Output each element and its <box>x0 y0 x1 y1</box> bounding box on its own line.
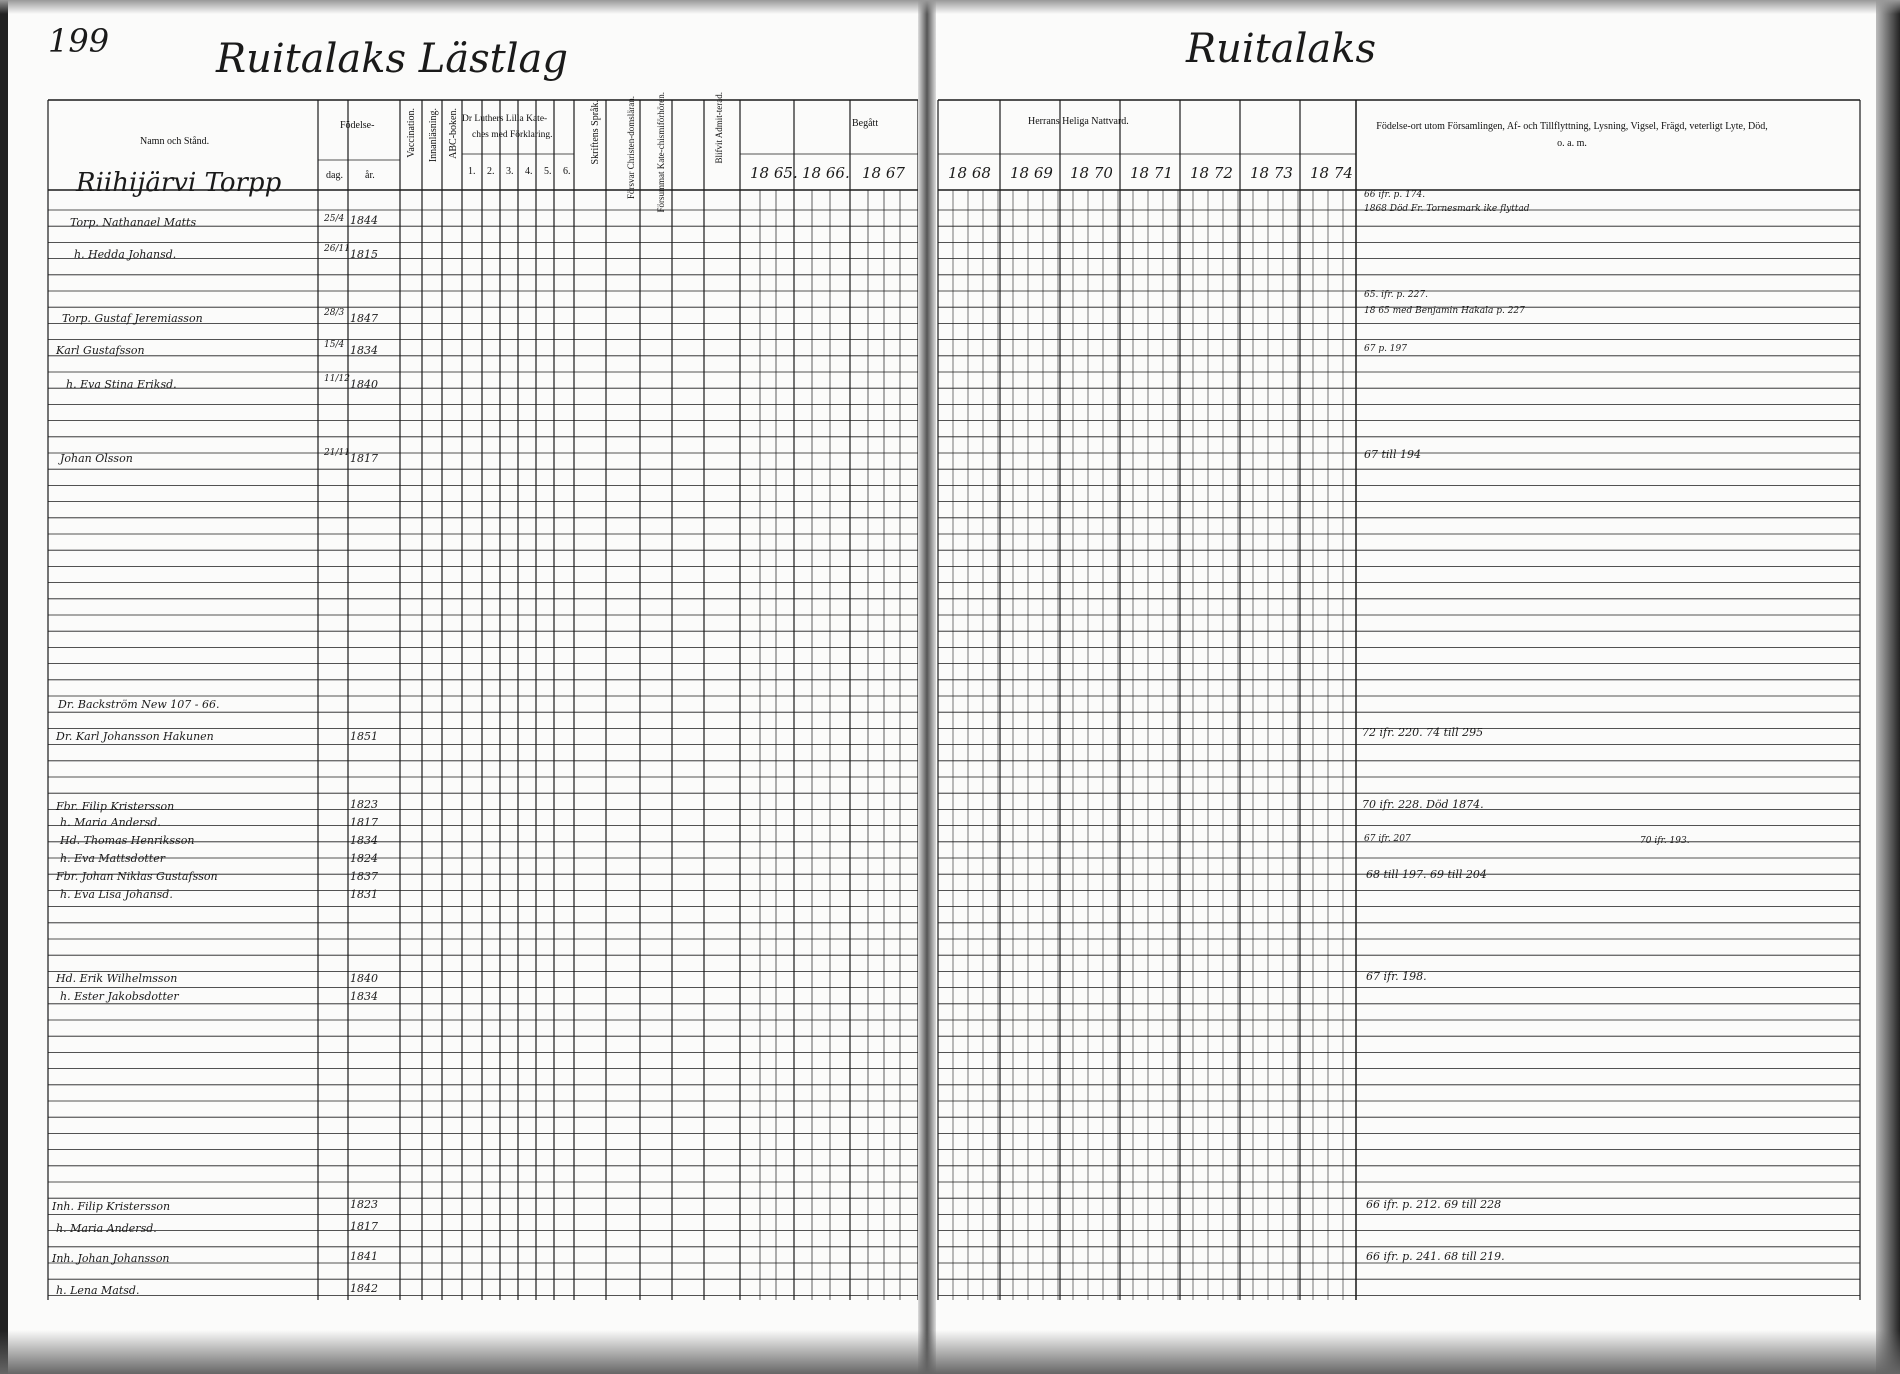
scan-edge-bottom <box>0 1330 1900 1374</box>
entry-name: h. Hedda Johansd. <box>74 248 177 261</box>
note: 67 p. 197 <box>1364 344 1407 354</box>
note: 66 ifr. p. 241. 68 till 219. <box>1366 1250 1505 1263</box>
scan-edge-top <box>0 0 1900 14</box>
note: 67 ifr. 198. <box>1366 970 1427 983</box>
year-1871: 18 71 <box>1130 164 1173 182</box>
header-name: Namn och Stånd. <box>140 136 210 147</box>
entry-day: 26/11 <box>324 244 350 254</box>
entry-name: Fbr. Filip Kristersson <box>56 800 175 813</box>
entry-year: 1851 <box>350 730 378 743</box>
header-admitted: Blifvit Admit-terad. <box>714 92 724 164</box>
header-right-col: Födelse-ort utom Församlingen, Af- och Tillflyttning, Lysning, Vigsel, Frägd, veterligt Lyte, Död, o. a. m. <box>1376 121 1768 149</box>
entry-year: 1834 <box>350 344 378 357</box>
entry-name: h. Eva Mattsdotter <box>60 852 165 865</box>
year-1867: 18 67 <box>862 164 905 182</box>
entry-name: Fbr. Johan Niklas Gustafsson <box>56 870 218 883</box>
header-cat-5: 5. <box>544 166 552 177</box>
header-cat-2: 2. <box>487 166 495 177</box>
entry-name: Torp. Gustaf Jeremiasson <box>62 312 203 325</box>
entry-day: 11/12 <box>324 374 350 384</box>
year-1872: 18 72 <box>1190 164 1233 182</box>
entry-year: 1847 <box>350 312 378 325</box>
note: 18 65 med Benjamin Hakala p. 227 <box>1364 306 1525 316</box>
entry-year: 1842 <box>350 1282 378 1295</box>
note: 72 ifr. 220. 74 till 295 <box>1362 726 1484 739</box>
note: 70 ifr. 193. <box>1640 836 1690 846</box>
entry-year: 1824 <box>350 852 378 865</box>
page-number: 199 <box>48 22 110 60</box>
entry-name: Inh. Filip Kristersson <box>52 1200 171 1213</box>
header-cat-3: 3. <box>506 166 514 177</box>
entry-day: 25/4 <box>324 214 345 224</box>
entry-name: Johan Olsson <box>60 452 133 465</box>
header-birth-year: år. <box>365 170 375 181</box>
entry-name: Dr. Karl Johansson Hakunen <box>56 730 214 743</box>
entry-name: h. Eva Lisa Johansd. <box>60 888 173 901</box>
note: 67 till 194 <box>1364 448 1421 461</box>
year-1865: 18 65. <box>750 164 798 182</box>
scan-edge-left <box>0 0 8 1374</box>
entry-name: Hd. Erik Wilhelmsson <box>56 972 178 985</box>
header-birth-day: dag. <box>326 170 343 181</box>
note: 67 ifr. 207 <box>1364 834 1411 844</box>
entry-year: 1837 <box>350 870 378 883</box>
header-communion: Herrans Heliga Nattvard. <box>1028 116 1129 127</box>
year-1868: 18 68 <box>948 164 991 182</box>
entry-name: h. Ester Jakobsdotter <box>60 990 179 1003</box>
header-cat-1: 1. <box>468 166 476 177</box>
header-birth: Födelse- <box>340 120 375 131</box>
entry-name: Torp. Nathanael Matts <box>70 216 197 229</box>
note: 70 ifr. 228. Död 1874. <box>1362 798 1484 811</box>
header-christian: Försvar Christen-domsläran. <box>626 96 636 199</box>
year-1869: 18 69 <box>1010 164 1053 182</box>
header-abc: ABC-boken. <box>448 108 459 159</box>
entry-year: 1834 <box>350 834 378 847</box>
header-scripture: Skriftens Språk. <box>590 100 601 165</box>
page-gutter <box>918 0 936 1374</box>
entry-year: 1823 <box>350 1198 378 1211</box>
entry-year: 1817 <box>350 816 378 829</box>
header-vaccination: Vaccination. <box>406 108 417 158</box>
year-1874: 18 74 <box>1310 164 1353 182</box>
header-begatt: Begått <box>852 118 879 129</box>
left-page-title: Ruitalaks Lästlag <box>216 36 568 82</box>
year-1870: 18 70 <box>1070 164 1113 182</box>
note: 66 ifr. p. 212. 69 till 228 <box>1366 1198 1502 1211</box>
entry-name: Hd. Thomas Henriksson <box>60 834 195 847</box>
entry-year: 1844 <box>350 214 378 227</box>
farm-name: Riihijärvi Torpp <box>76 168 282 198</box>
entry-year: 1840 <box>350 378 378 391</box>
entry-year: 1817 <box>350 1220 378 1233</box>
entry-name: h. Maria Andersd. <box>60 816 161 829</box>
entry-name: h. Lena Matsd. <box>56 1284 140 1297</box>
entry-year: 1823 <box>350 798 378 811</box>
header-reading: Innanläsning. <box>428 108 439 163</box>
note: 1868 Död Fr. Tornesmark ike flyttad <box>1364 204 1530 214</box>
note: 66 ifr. p. 174. <box>1364 190 1426 200</box>
entry-year: 1841 <box>350 1250 378 1263</box>
entry-year: 1840 <box>350 972 378 985</box>
header-catechism-2: ches med Förklaring. <box>472 130 553 140</box>
entry-name: h. Maria Andersd. <box>56 1222 157 1235</box>
header-cat-4: 4. <box>525 166 533 177</box>
header-neglected: Försummat Kate-chismiförhören. <box>656 92 666 213</box>
note: 65. ifr. p. 227. <box>1364 290 1428 300</box>
header-catechism-1: Dr Luthers Lilla Kate- <box>462 114 548 124</box>
entry-year: 1817 <box>350 452 378 465</box>
entry-day: 28/3 <box>324 308 345 318</box>
note: 68 till 197. 69 till 204 <box>1366 868 1487 881</box>
entry-year: 1834 <box>350 990 378 1003</box>
entry-name: Karl Gustafsson <box>56 344 145 357</box>
scan-edge-right <box>1876 0 1900 1374</box>
right-page-title: Ruitalaks <box>1186 26 1376 72</box>
year-1873: 18 73 <box>1250 164 1293 182</box>
entry-day: 21/11 <box>324 448 350 458</box>
entry-name: Dr. Backström New 107 - 66. <box>58 698 220 711</box>
year-1866: 18 66. <box>802 164 850 182</box>
entry-day: 15/4 <box>324 340 345 350</box>
entry-year: 1831 <box>350 888 378 901</box>
entry-name: h. Eva Stina Eriksd. <box>66 378 177 391</box>
entry-year: 1815 <box>350 248 378 261</box>
header-cat-6: 6. <box>563 166 571 177</box>
entry-name: Inh. Johan Johansson <box>52 1252 170 1265</box>
